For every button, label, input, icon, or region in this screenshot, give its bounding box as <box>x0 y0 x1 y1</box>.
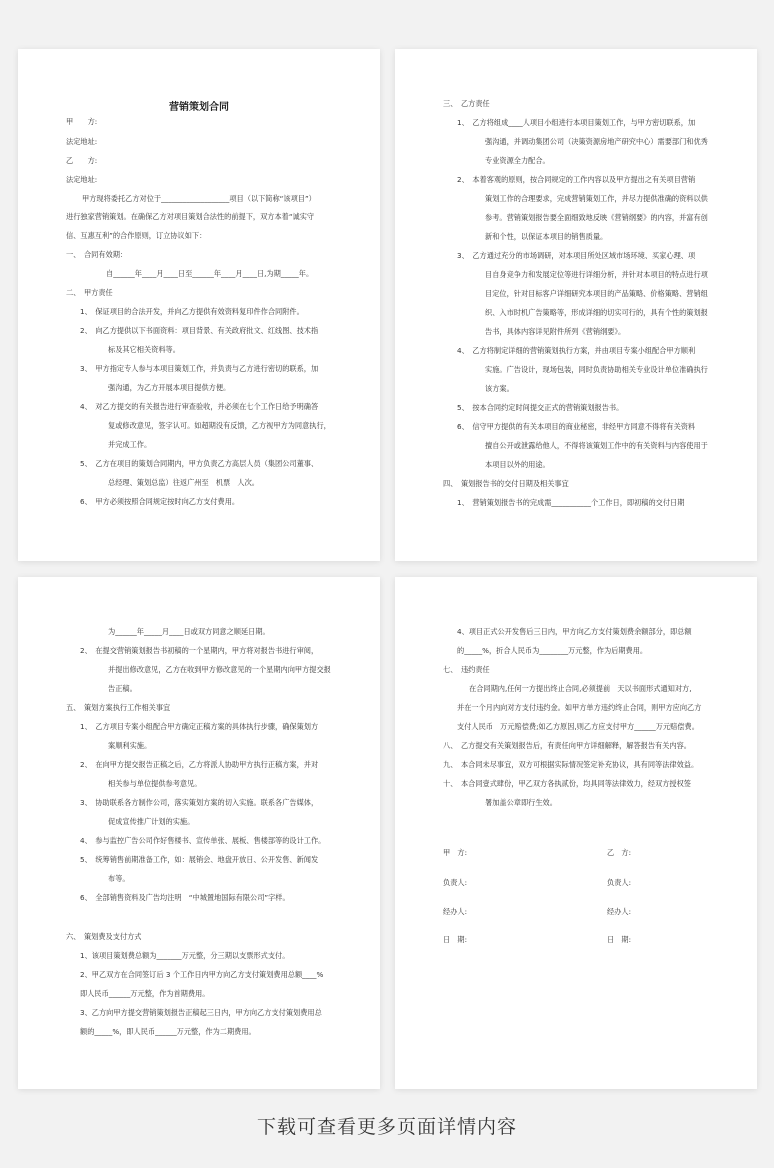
document-line: 告正稿。 <box>108 684 137 693</box>
document-line: 甲方现将委托乙方对位于___________________项目（以下简称“该项目”） <box>82 194 316 203</box>
document-line: 1、 营销策划报告书的完成需___________个工作日，即初稿的交付日期 <box>457 498 685 507</box>
document-line: 负责人: <box>443 878 467 887</box>
document-line: 告书，具体内容详见附件所列《营销纲要》。 <box>485 327 626 336</box>
document-line: 的_____%，折合人民币为________万元整，作为后期费用。 <box>457 646 648 655</box>
document-line: 信、互惠互利”的合作原则，订立协议如下： <box>66 231 207 240</box>
document-line: 目自身竞争力和发展定位等进行详细分析，并针对本项目的特点进行项 <box>485 270 708 279</box>
document-line: 2、甲乙双方在合同签订后 3 个工作日内甲方向乙方支付策划费用总额____% <box>80 970 324 979</box>
document-line: 经办人: <box>607 907 631 916</box>
document-line: 1、 乙方将组成____人项目小组进行本项目策划工作，与甲方密切联系，加 <box>457 118 696 127</box>
contract-page-4 <box>395 577 757 1089</box>
document-line: 并提出修改意见，乙方在收到甲方修改意见的一个星期内向甲方提交报 <box>108 665 331 674</box>
document-line: 日 期: <box>607 935 631 944</box>
document-line: 5、 乙方在项目的策划合同期内，甲方负责乙方高层人员（集团公司董事、 <box>80 459 319 468</box>
document-line: 3、 协助联系各方制作公司，落实策划方案的切入实施。联系各广告媒体， <box>80 798 319 807</box>
document-line: 甲 方: <box>66 117 98 126</box>
document-line: 3、乙方向甲方提交营销策划报告正稿起三日内，甲方向乙方支付策划费用总 <box>80 1008 322 1017</box>
document-line: 4、 参与监控广告公司作好售楼书、宣传单张、展板、售楼部等的设计工作。 <box>80 836 326 845</box>
document-line: 2、 在向甲方提交报告正稿之后，乙方将派人协助甲方执行正稿方案，并对 <box>80 760 319 769</box>
document-line: 支付人民币 万元赔偿费;如乙方原因,则乙方应支付甲方______万元赔偿费。 <box>457 722 699 731</box>
document-line: 策划工作的合理要求，完成营销策划工作，并尽力提供准确的资料以供 <box>485 194 708 203</box>
document-line: 负责人: <box>607 878 631 887</box>
document-line: 相关参与单位提供参考意见。 <box>108 779 202 788</box>
document-line: 总经理、策划总监）往返广州至 机票 人次。 <box>108 478 259 487</box>
document-line: 该方案。 <box>485 384 514 393</box>
document-line: 6、 信守甲方提供的有关本项目的商业秘密，非经甲方同意不得将有关资料 <box>457 422 696 431</box>
document-line: 并完成工作。 <box>108 440 152 449</box>
document-line: 3、 甲方指定专人参与本项目策划工作，并负责与乙方进行密切的联系，加 <box>80 364 319 373</box>
document-line: 布等。 <box>108 874 130 883</box>
document-line: 1、该项目策划费总额为_______万元整，分三期以支票形式支付。 <box>80 951 290 960</box>
document-line: 进行独家营销策划。在确保乙方对项目策划合法性的前提下，双方本着“诚实守 <box>66 212 315 221</box>
document-line: 案顺利实施。 <box>108 741 152 750</box>
document-line: 6、 甲方必须按照合同规定按时向乙方支付费用。 <box>80 497 240 506</box>
document-line: 乙 方: <box>66 156 98 165</box>
document-line: 标及其它相关资料等。 <box>108 345 180 354</box>
document-line: 经办人: <box>443 907 467 916</box>
document-line: 甲 方: <box>443 848 467 857</box>
document-line: 法定地址: <box>66 137 98 146</box>
document-line: 署加盖公章即行生效。 <box>485 798 557 807</box>
document-line: 十、 本合同壹式肆份，甲乙双方各执贰份，均具同等法律效力，经双方授权签 <box>443 779 691 788</box>
document-line: 六、 策划费及支付方式 <box>66 932 142 941</box>
document-line: 额的_____%，即人民币______万元整，作为二期费用。 <box>80 1027 256 1036</box>
document-line: 日 期: <box>443 935 467 944</box>
document-line: 2、 在提交营销策划报告书初稿的一个星期内，甲方将对报告书进行审阅， <box>80 646 319 655</box>
document-line: 为______年_____月____日或双方同意之顺延日期。 <box>108 627 270 636</box>
download-more-caption: 下载可查看更多页面详情内容 <box>256 1116 517 1138</box>
document-line: 四、 策划报告书的交付日期及相关事宜 <box>443 479 569 488</box>
document-line: 法定地址: <box>66 175 98 184</box>
document-line: 一、 合同有效期： <box>66 250 128 259</box>
document-line: 4、 乙方将制定详细的营销策划执行方案，并由项目专案小组配合甲方顺利 <box>457 346 696 355</box>
document-line: 复或修改意见，签字认可。如超期没有反馈，乙方视甲方为同意执行， <box>108 421 331 430</box>
document-line: 乙 方: <box>607 848 631 857</box>
document-line: 织、入市时机广告策略等，形成详细的切实可行的，具有个性的策划报 <box>485 308 708 317</box>
document-line: 五、 策划方案执行工作相关事宜 <box>66 703 171 712</box>
document-line: 6、 全部销售资料及广告均注明 “中城置地国际有限公司”字样。 <box>80 893 290 902</box>
document-line: 三、 乙方责任 <box>443 99 490 108</box>
document-line: 1、 乙方项目专案小组配合甲方确定正稿方案的具体执行步骤，确保策划方 <box>80 722 319 731</box>
document-line: 促成宣传推广计划的实施。 <box>108 817 195 826</box>
document-line: 2、 本着客观的原则，按合同规定的工作内容以及甲方提出之有关项目营销 <box>457 175 696 184</box>
document-line: 4、项目正式公开发售后三日内，甲方向乙方支付策划费余额部分，即总额 <box>457 627 692 636</box>
document-line: 2、 向乙方提供以下书面资料：项目背景、有关政府批文、红线图、技术指 <box>80 326 319 335</box>
document-line: 3、 乙方通过充分的市场调研，对本项目所处区域市场环境、买家心理、项 <box>457 251 696 260</box>
document-line: 八、 乙方提交有关策划报告后，有责任向甲方详细解释，解答报告有关内容。 <box>443 741 691 750</box>
document-line: 九、 本合同未尽事宜，双方可根据实际情况签定补充协议，具有同等法律效益。 <box>443 760 699 769</box>
document-line: 目定位，针对目标客户详细研究本项目的产品策略、价格策略、营销组 <box>485 289 708 298</box>
contract-page-1 <box>18 49 380 561</box>
document-line: 1、 保证项目的合法开发，并向乙方提供有效资料复印件作合同附件。 <box>80 307 304 316</box>
document-line: 4、 对乙方提交的有关报告进行审查验收，并必须在七个工作日给予明确答 <box>80 402 319 411</box>
contract-title: 营销策划合同 <box>169 102 229 113</box>
document-line: 即人民币______万元整，作为首期费用。 <box>80 989 210 998</box>
document-line: 强沟通，为乙方开展本项目提供方便。 <box>108 383 231 392</box>
contract-page-2 <box>395 49 757 561</box>
document-line: 自______年____月____日至______年____月____日,为期_____年。 <box>106 269 314 278</box>
document-line: 在合同期内,任何一方提出终止合同,必须提前 天以书面形式通知对方, <box>469 684 692 693</box>
document-line: 专业资源全力配合。 <box>485 156 550 165</box>
document-line: 二、 甲方责任 <box>66 288 113 297</box>
document-line: 擅自公开或泄露给他人，不得将该策划工作中的有关资料与内容使用于 <box>485 441 708 450</box>
document-line: 参考。营销策划报告要全面细致地反映《营销纲要》的内容，并富有创 <box>485 213 708 222</box>
document-line: 七、 违约责任 <box>443 665 490 674</box>
document-line: 强沟通，并调动集团公司（决策资源房地产研究中心）需要部门和优秀 <box>485 137 708 146</box>
document-line: 5、 统筹销售前期准备工作，如：展销会、地盘开放日、公开发售、新闻发 <box>80 855 319 864</box>
document-line: 5、 按本合同约定时间提交正式的营销策划报告书。 <box>457 403 624 412</box>
document-line: 并在一个月内向对方支付违约金。如甲方单方违约终止合同，则甲方应向乙方 <box>457 703 702 712</box>
document-line: 新和个性，以保证本项目的销售质量。 <box>485 232 608 241</box>
document-line: 本项目以外的用途。 <box>485 460 550 469</box>
document-line: 实施。广告设计，现场包装，同时负责协助相关专业设计单位准确执行 <box>485 365 708 374</box>
contract-page-3 <box>18 577 380 1089</box>
